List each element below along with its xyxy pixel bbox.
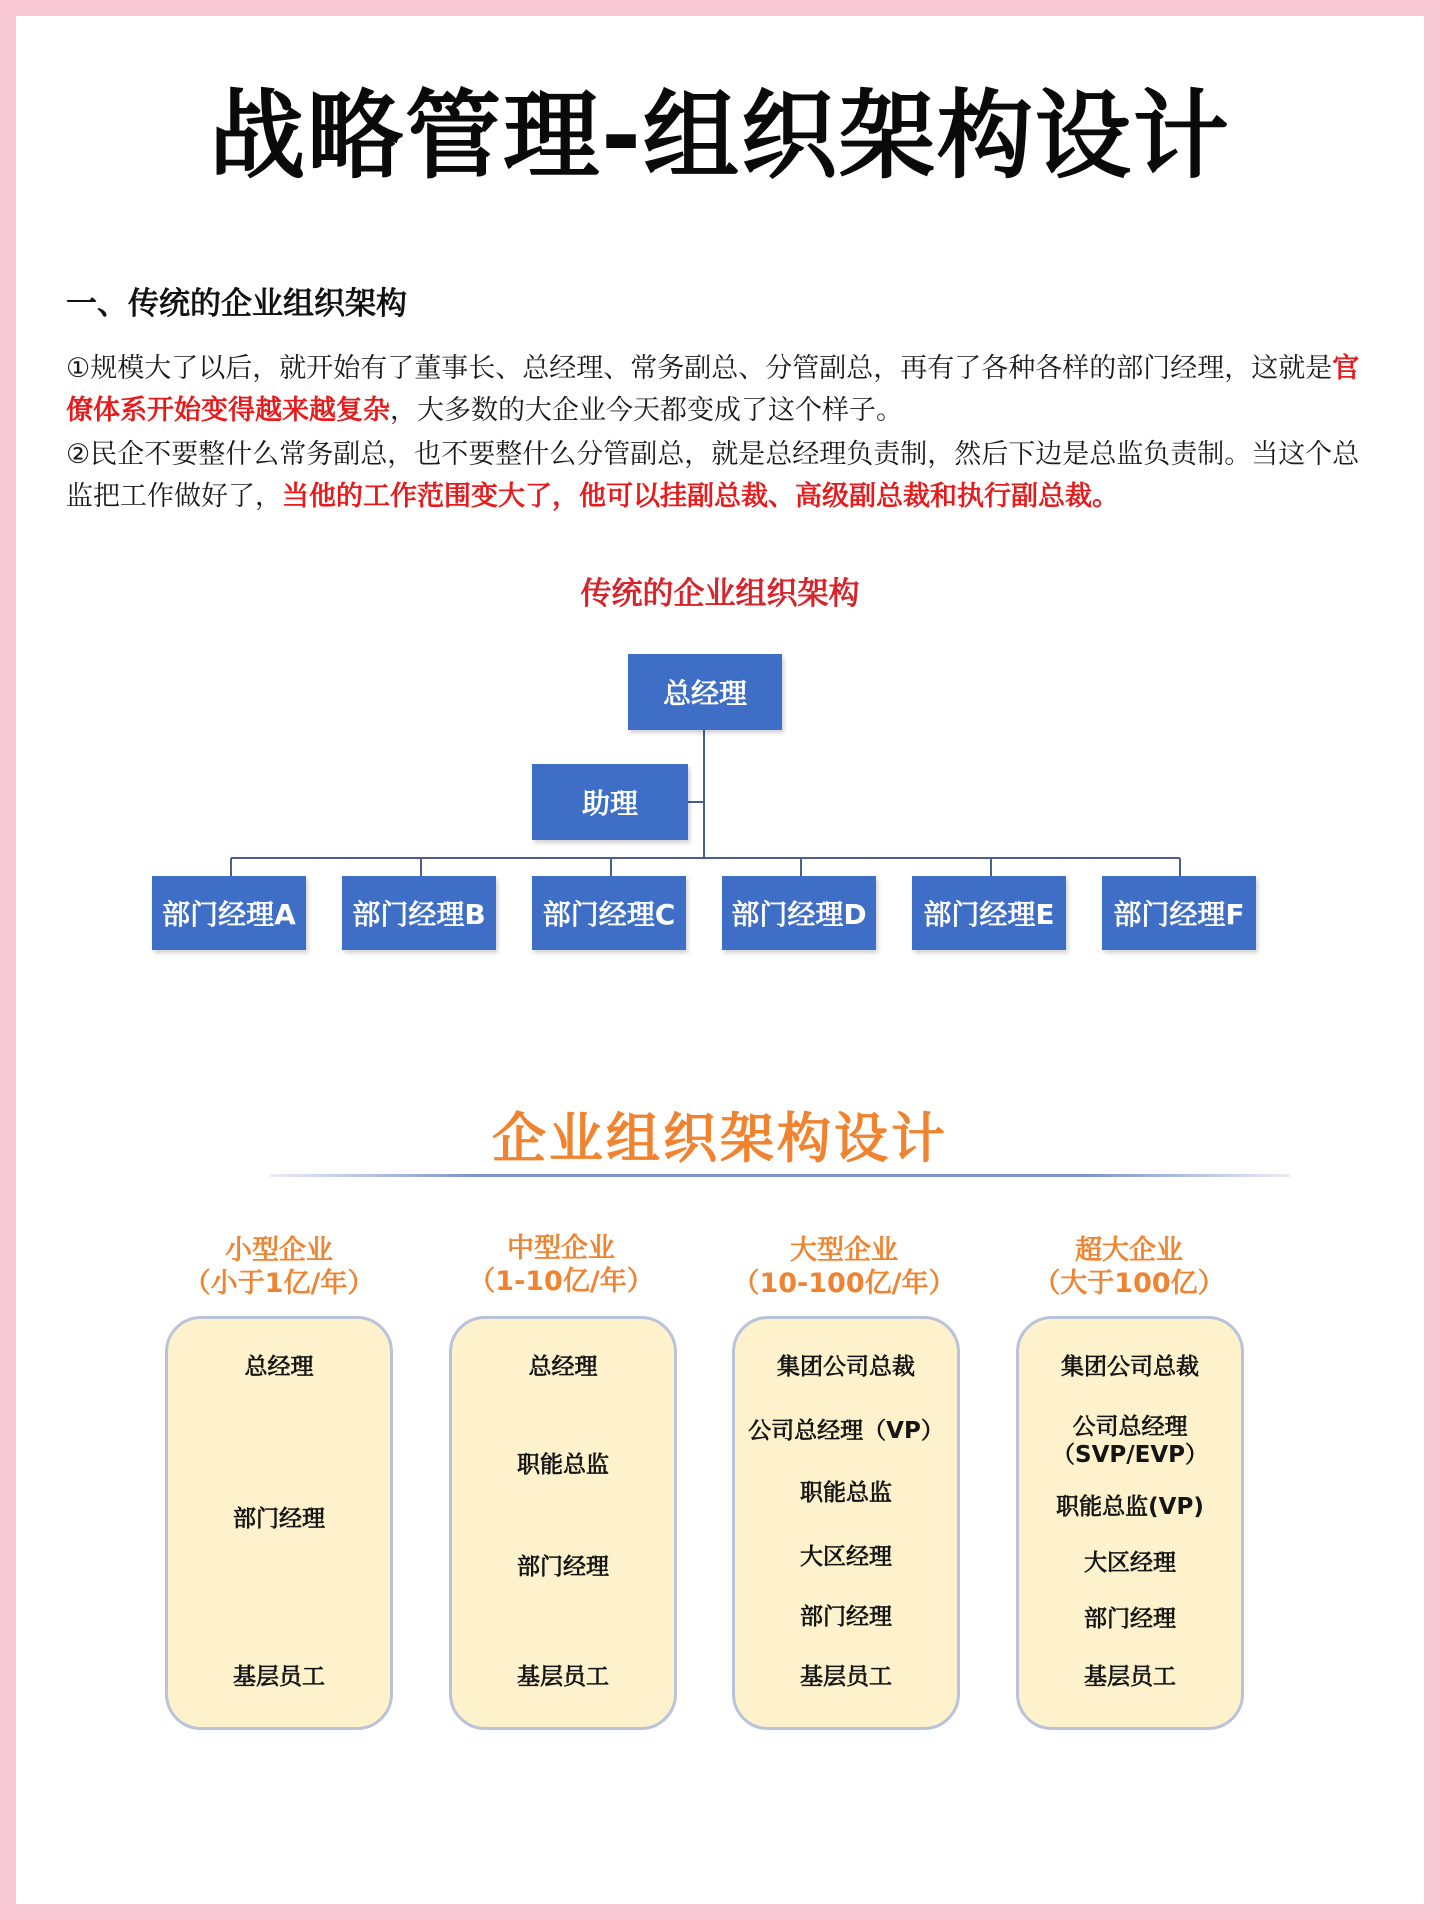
tier-label: 大区经理 (800, 1544, 892, 1570)
tier-label: 职能总监 (517, 1452, 609, 1478)
tier-label: 基层员工 (800, 1664, 892, 1690)
page-title: 战略管理-组织架构设计 (209, 80, 1231, 192)
column-name: 超大企业 (1075, 1235, 1183, 1266)
org-box-general-manager: 总经理 (628, 654, 782, 730)
tier-label: 集团公司总裁 (777, 1354, 915, 1380)
column-range: （小于1亿/年） (183, 1268, 375, 1299)
section-heading: 一、传统的企业组织架构 (66, 286, 407, 322)
org-box-department-d: 部门经理D (722, 876, 876, 950)
tier-label: 基层员工 (233, 1664, 325, 1690)
tier-label: 部门经理 (1084, 1606, 1176, 1632)
tier-label: 部门经理 (517, 1554, 609, 1580)
tier-label: 总经理 (244, 1354, 314, 1380)
column-header-small (159, 1234, 399, 1300)
tier-label: 职能总监(VP) (1056, 1494, 1204, 1520)
column-header-medium (441, 1232, 681, 1298)
column-range: （1-10亿/年） (468, 1266, 654, 1297)
column-name: 大型企业 (790, 1235, 898, 1266)
org-chart-connectors (16, 16, 1424, 1016)
tier-label: 基层员工 (517, 1664, 609, 1690)
org-chart-title: 传统的企业组织架构 (580, 576, 860, 612)
paragraph-1-highlight: 官僚体系开始变得越来越复杂 (66, 353, 1360, 426)
paragraph-1-text-b: ，大多数的大企业今天都变成了这个样子。 (390, 395, 903, 426)
column-name: 小型企业 (225, 1235, 333, 1266)
tier-card-small (165, 1316, 393, 1730)
org-box-department-e: 部门经理E (912, 876, 1066, 950)
column-name: 中型企业 (507, 1233, 615, 1264)
column-header-xlarge (1009, 1234, 1249, 1300)
tier-label: 部门经理 (233, 1506, 325, 1532)
org-box-department-a: 部门经理A (152, 876, 306, 950)
tier-label: 总经理 (528, 1354, 598, 1380)
column-range: （大于100亿） (1033, 1268, 1225, 1299)
org-box-assistant: 助理 (532, 764, 688, 840)
tier-label: 大区经理 (1084, 1550, 1176, 1576)
org-box-department-c: 部门经理C (532, 876, 686, 950)
tier-label: 公司总经理（VP） (748, 1418, 944, 1444)
tier-card-xlarge (1016, 1316, 1244, 1730)
tier-label: 集团公司总裁 (1061, 1354, 1199, 1380)
tier-label: 部门经理 (800, 1604, 892, 1630)
tier-label: 基层员工 (1084, 1664, 1176, 1690)
column-header-large (724, 1234, 964, 1300)
paragraph-1-text-a: ①规模大了以后，就开始有了董事长、总经理、常务副总、分管副总，再有了各种各样的部门经理，这就是 (66, 353, 1333, 384)
page (16, 16, 1424, 1904)
tier-label: 职能总监 (800, 1480, 892, 1506)
paragraph-2-text: ②民企不要整什么常务副总，也不要整什么分管副总，就是总经理负责制，然后下边是总监负责制。当这个总监把工作做好了， (66, 439, 1360, 512)
column-range: （10-100亿/年） (732, 1268, 956, 1299)
org-box-department-f: 部门经理F (1102, 876, 1256, 950)
title-divider (270, 1174, 1290, 1177)
tier-card-medium (449, 1316, 677, 1730)
paragraph-2-highlight: 当他的工作范围变大了，他可以挂副总裁、高级副总裁和执行副总裁。 (282, 481, 1119, 512)
tier-label: 公司总经理 （SVP/EVP） (1052, 1414, 1208, 1468)
design-title: 企业组织架构设计 (492, 1107, 948, 1170)
tier-card-large (732, 1316, 960, 1730)
org-box-department-b: 部门经理B (342, 876, 496, 950)
